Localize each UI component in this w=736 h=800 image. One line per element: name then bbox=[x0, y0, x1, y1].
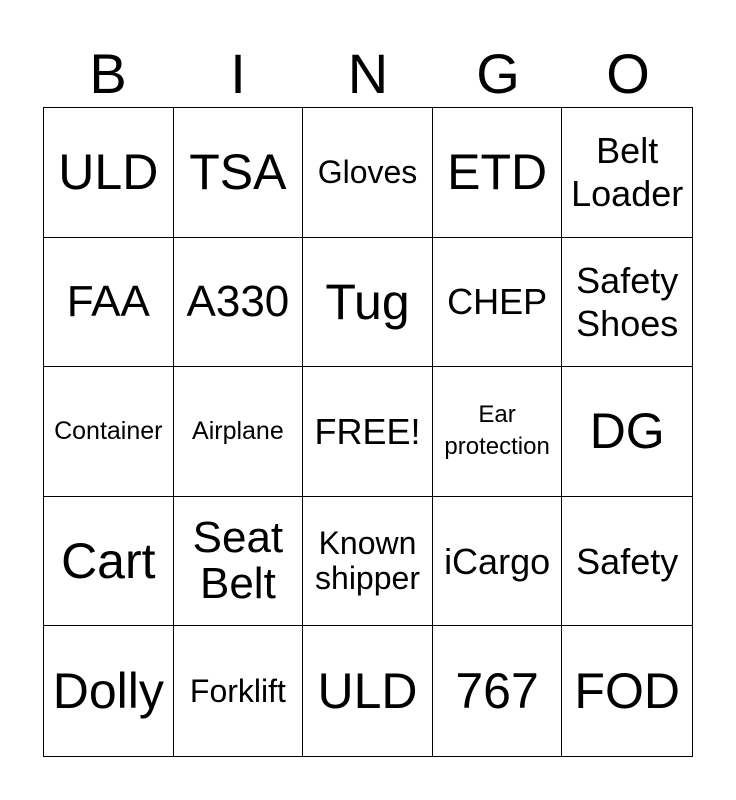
bingo-cell[interactable]: FOD bbox=[574, 662, 680, 719]
bingo-cell[interactable]: Known shipper bbox=[303, 497, 433, 627]
bingo-cell[interactable]: 767 bbox=[433, 626, 563, 756]
bingo-board bbox=[43, 107, 693, 757]
bingo-cell[interactable]: DG bbox=[562, 367, 692, 497]
bingo-cell[interactable]: Airplane bbox=[174, 367, 304, 497]
bingo-cell[interactable]: Gloves bbox=[303, 108, 433, 238]
bingo-cell[interactable]: ETD bbox=[433, 108, 563, 238]
bingo-cell[interactable]: Cart bbox=[44, 497, 174, 627]
bingo-cell[interactable]: Safety bbox=[562, 497, 692, 627]
bingo-cell[interactable]: Tug bbox=[303, 238, 433, 368]
bingo-cell[interactable]: Belt Loader bbox=[562, 108, 692, 238]
bingo-cell[interactable]: Container bbox=[44, 367, 174, 497]
bingo-cell[interactable]: ULD bbox=[44, 108, 174, 238]
free-space[interactable]: FREE! bbox=[303, 367, 433, 497]
header-letter-g: G bbox=[476, 42, 520, 105]
header-letter-o: O bbox=[606, 42, 650, 105]
header-letter-i: I bbox=[230, 42, 246, 105]
bingo-cell[interactable]: iCargo bbox=[433, 497, 563, 627]
bingo-cell[interactable]: Seat Belt bbox=[174, 497, 304, 627]
bingo-cell[interactable]: Safety Shoes bbox=[562, 238, 692, 368]
bingo-header bbox=[43, 44, 693, 104]
bingo-cell[interactable]: Dolly bbox=[44, 626, 174, 756]
bingo-cell[interactable]: Forklift bbox=[174, 626, 304, 756]
bingo-cell[interactable]: TSA bbox=[174, 108, 304, 238]
bingo-cell[interactable]: A330 bbox=[174, 238, 304, 368]
bingo-cell[interactable]: CHEP bbox=[433, 238, 563, 368]
header-letter-n: N bbox=[347, 42, 389, 105]
bingo-cell[interactable]: Ear protection bbox=[433, 367, 563, 497]
bingo-cell[interactable]: FAA bbox=[44, 238, 174, 368]
header-letter-b: B bbox=[89, 42, 127, 105]
bingo-cell[interactable]: ULD bbox=[303, 626, 433, 756]
